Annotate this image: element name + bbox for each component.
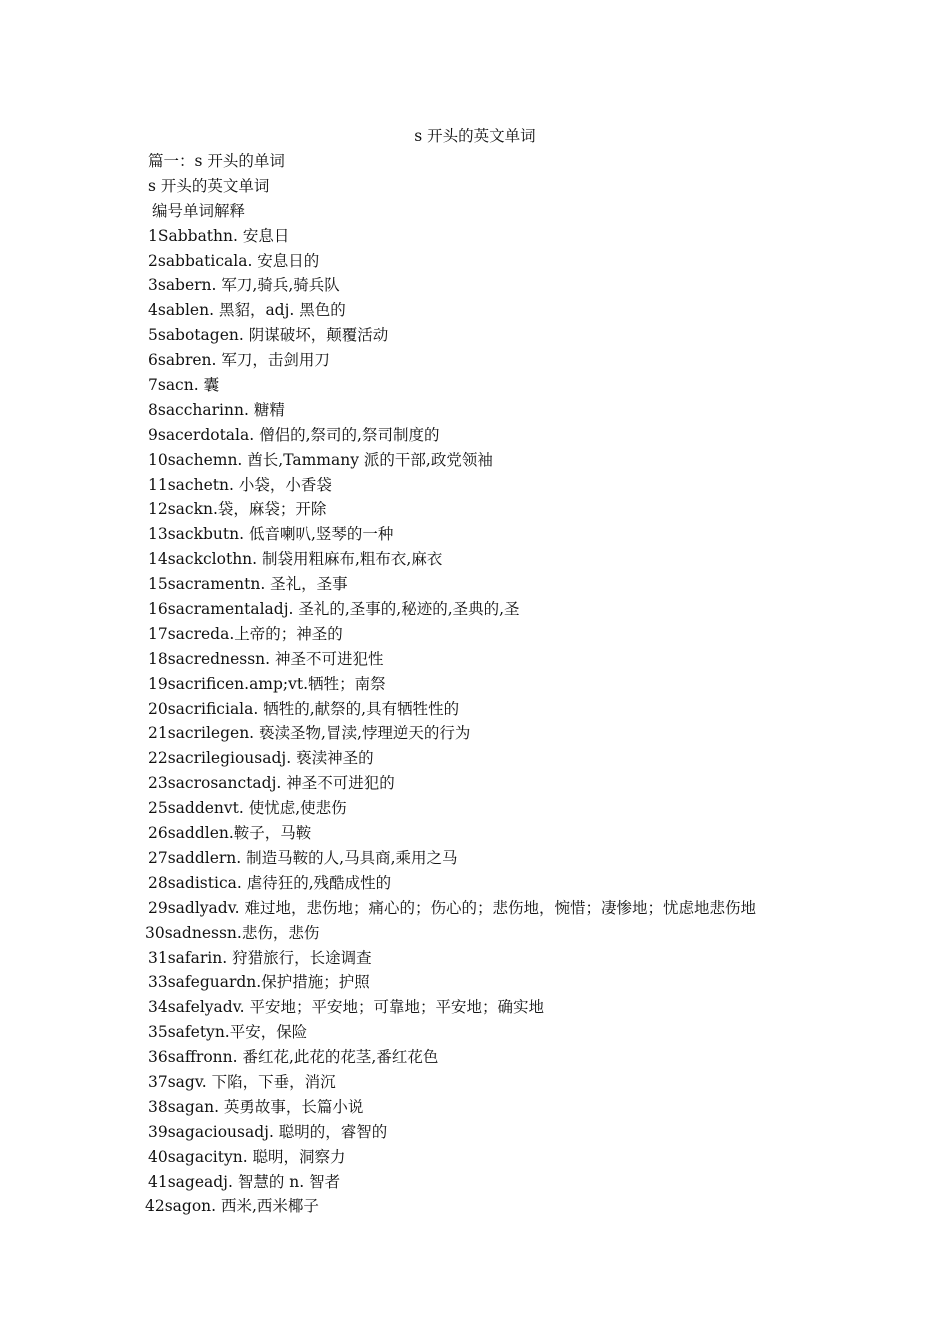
- word-entry: 36saffronn. 番红花,此花的花茎,番红花色: [148, 1048, 439, 1067]
- document-title: s 开头的英文单词: [414, 127, 536, 145]
- word-entry: 2sabbaticala. 安息日的: [148, 251, 320, 270]
- word-entry: 29sadlyadv. 难过地，悲伤地；痛心的；伤心的；悲伤地，惋惜；凄惨地；忧虑地悲伤地: [148, 898, 756, 917]
- word-entry: 20sacrificiala. 牺牲的,献祭的,具有牺牲性的: [148, 699, 460, 718]
- section-heading: 篇一：s 开头的单词: [148, 152, 285, 170]
- word-entry: 31safarin. 狩猎旅行，长途调查: [148, 948, 372, 967]
- word-entry: 23sacrosanctadj. 神圣不可进犯的: [148, 774, 395, 793]
- word-entry: 39sagaciousadj. 聪明的，睿智的: [148, 1122, 388, 1141]
- word-entry: 15sacramentn. 圣礼，圣事: [148, 575, 348, 594]
- word-entry: 14sackclothn. 制袋用粗麻布,粗布衣,麻衣: [148, 550, 443, 569]
- word-entry: 41sageadj. 智慧的 n. 智者: [148, 1172, 341, 1191]
- word-entry: 11sachetn. 小袋，小香袋: [148, 475, 332, 494]
- word-entry: 34safelyadv. 平安地；平安地；可靠地；平安地；确实地: [148, 998, 544, 1017]
- word-entry: 8saccharinn. 糖精: [148, 400, 285, 419]
- document-subtitle: s 开头的英文单词: [148, 176, 270, 195]
- word-entry: 1Sabbathn. 安息日: [148, 226, 290, 245]
- word-entry: 10sachemn. 酋长,Tammany 派的干部,政党领袖: [148, 450, 493, 469]
- word-entry: 18sacrednessn. 神圣不可进犯性: [148, 649, 384, 668]
- word-entry: 3sabern. 军刀,骑兵,骑兵队: [148, 276, 340, 295]
- word-entry: 16sacramentaladj. 圣礼的,圣事的,秘迹的,圣典的,圣: [148, 600, 520, 619]
- word-entry: 38sagan. 英勇故事，长篇小说: [148, 1097, 364, 1116]
- word-entry: 35safetyn.平安，保险: [148, 1023, 308, 1042]
- word-entry: 5sabotagen. 阴谋破坏，颠覆活动: [148, 326, 389, 345]
- word-entry: 22sacrilegiousadj. 亵渎神圣的: [148, 749, 374, 768]
- word-entry: 30sadnessn.悲伤，悲伤: [145, 923, 320, 942]
- word-entry: 28sadistica. 虐待狂的,残酷成性的: [148, 873, 392, 892]
- word-entry: 4sablen. 黑貂，adj. 黑色的: [148, 301, 346, 320]
- word-entry: 13sackbutn. 低音喇叭,竖琴的一种: [148, 525, 394, 544]
- word-entry: 33safeguardn.保护措施；护照: [148, 973, 370, 992]
- word-entry: 25saddenvt. 使忧虑,使悲伤: [148, 799, 347, 818]
- word-entry: 21sacrilegen. 亵渎圣物,冒渎,悖理逆天的行为: [148, 724, 471, 743]
- document-body: [0, 149, 950, 1219]
- word-entry: 6sabren. 军刀，击剑用刀: [148, 351, 330, 370]
- word-entry: 7sacn. 囊: [148, 376, 220, 395]
- word-entry: 42sagon. 西米,西米椰子: [145, 1197, 319, 1216]
- word-entry: 19sacrificen.amp;vt.牺牲；南祭: [148, 674, 386, 693]
- word-entry: 37sagv. 下陷，下垂，消沉: [148, 1072, 336, 1091]
- word-entry: 26saddlen.鞍子，马鞍: [148, 824, 312, 843]
- word-entry: 27saddlern. 制造马鞍的人,马具商,乘用之马: [148, 848, 458, 867]
- column-header: 编号单词解释: [152, 201, 246, 220]
- word-entry: 12sackn.袋，麻袋；开除: [148, 500, 327, 519]
- word-entry: 17sacreda.上帝的；神圣的: [148, 624, 343, 643]
- word-entry: 40sagacityn. 聪明，洞察力: [148, 1147, 346, 1166]
- word-entry: 9sacerdotala. 僧侣的,祭司的,祭司制度的: [148, 425, 440, 444]
